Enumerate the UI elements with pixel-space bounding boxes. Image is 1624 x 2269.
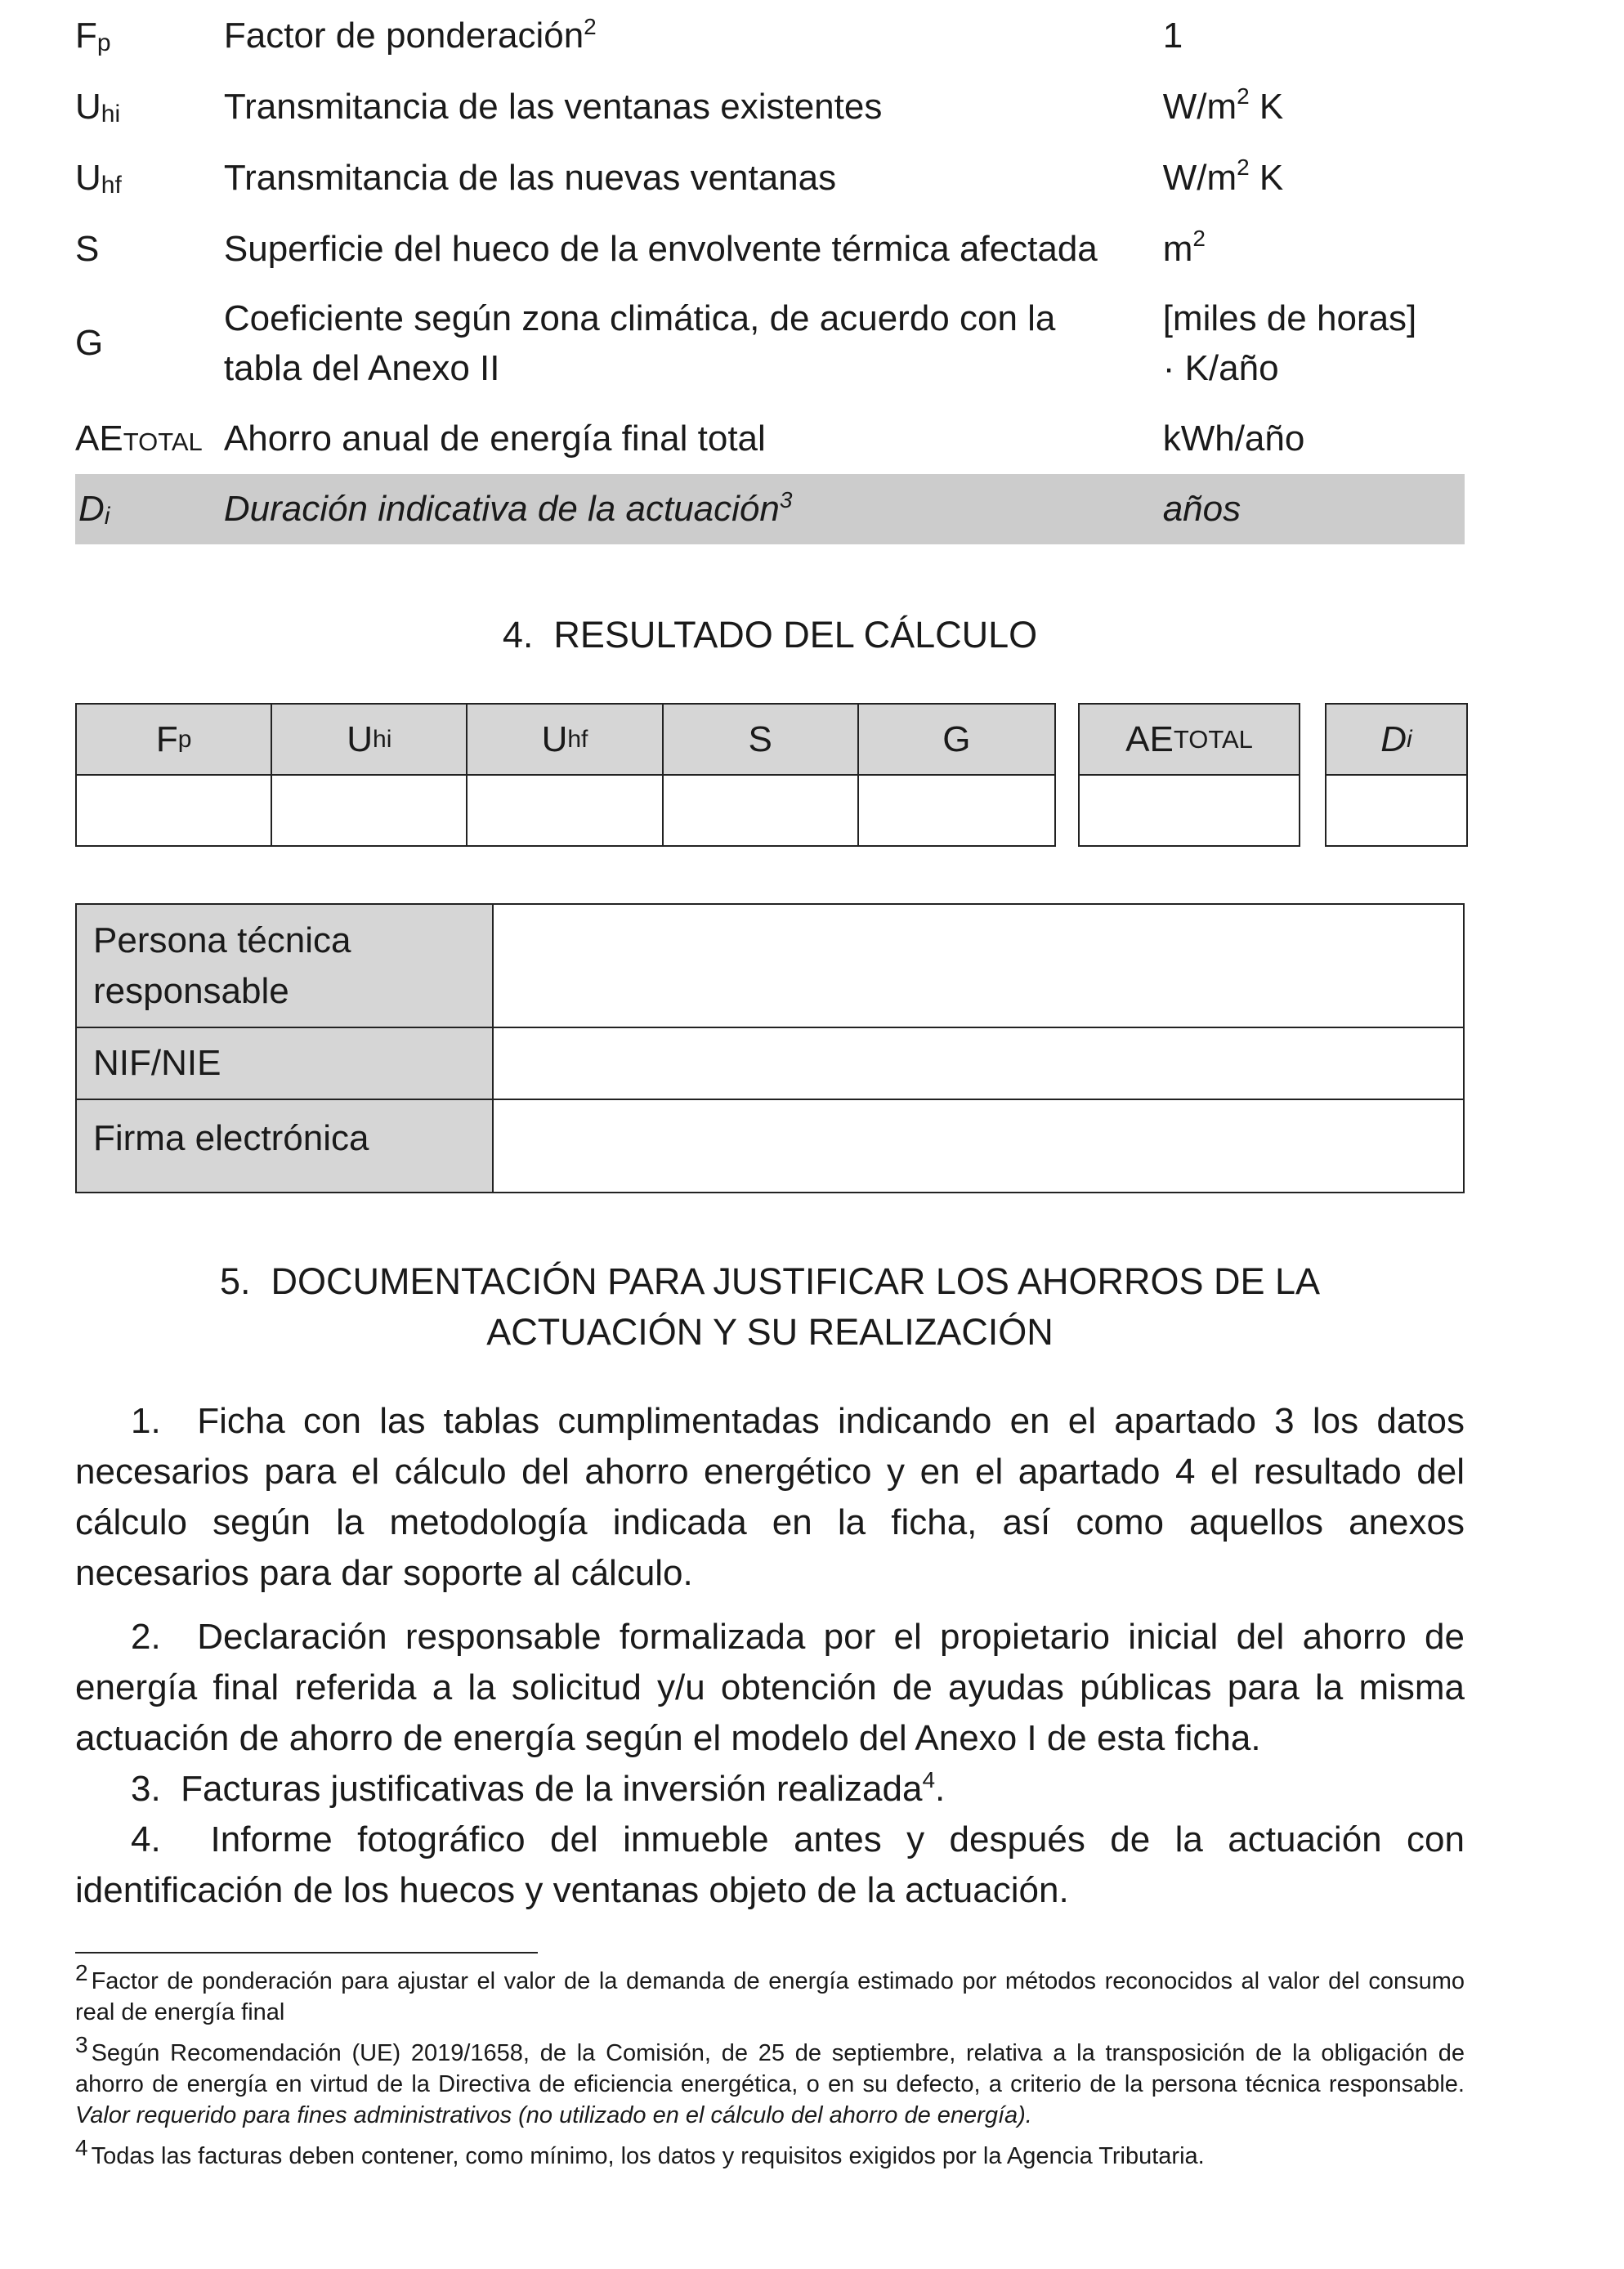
result-group-main [75,703,1056,847]
signature-label: Firma electrónica [76,1099,493,1193]
footnote: $^2$ Factor de ponderación para ajustar el valor de la demanda de energía estimado por métodos reconocidos al valor del consumo real de energía final [75,1960,1465,2025]
result-group-duration [1325,703,1468,847]
signature-label: NIF/NIE [76,1027,493,1099]
result-group-total [1078,703,1300,847]
result-table [75,703,1469,850]
document-page [75,0,1465,2169]
result-column [272,705,468,845]
variable-symbol: G [75,323,104,364]
variable-symbol: $F_p$ [75,15,111,56]
signature-table [75,903,1465,1193]
result-header: G [859,705,1054,776]
table-row [76,1027,1464,1099]
variable-symbol: S [75,228,100,269]
variable-description: Superficie del hueco de la envolvente térmica afectada [223,228,1098,269]
footnote: $^3$ Según Recomendación (UE) 2019/1658, de la Comisión, de 25 de septiembre, relativa a la transposición de la obligación de ahorro de energía en virtud de la Directiva de eficiencia energética, o en su defecto, a criterio de la persona técnica responsable. Valor requerido para fines administrativos (no utilizado en el cálculo del ahorro de energía). [75,2032,1465,2128]
list-item: 4. Informe fotográfico del inmueble antes y después de la actuación con identificación de los huecos y ventanas objeto de la actuación. [75,1819,1465,1910]
nif-nie-field[interactable] [493,1027,1464,1099]
variable-unit: años [1163,474,1465,544]
variable-symbol: $U_{hf}$ [75,157,122,199]
list-item: 2. Declaración responsable formalizada por el propietario inicial del ahorro de energía final referida a la solicitud y/u obtención de ayudas públicas para la misma actuación de ahorro de energía según el modelo del Anexo I de esta ficha. [75,1617,1465,1758]
variable-description: Coeficiente según zona climática, de acuerdo con la tabla del Anexo II [223,298,1056,388]
footnote: $^4$ Todas las facturas deben contener, como mínimo, los datos y requisitos exigidos por la Agencia Tributaria. [75,2135,1205,2169]
result-value-cell[interactable] [468,776,661,845]
result-value-cell[interactable] [859,776,1054,845]
result-value-cell[interactable] [1326,776,1466,845]
result-header: U hi [272,705,466,776]
result-column [77,705,272,845]
result-column [664,705,859,845]
result-header: U hf [468,705,661,776]
result-header: D i [1326,705,1466,776]
result-column [468,705,663,845]
result-value-cell[interactable] [272,776,466,845]
variable-unit: [miles de horas] · K/año [1162,298,1417,388]
variable-symbol: $D_i$ [75,474,224,544]
table-row [75,403,1465,474]
table-row [76,904,1464,1027]
list-item: 1. Ficha con las tablas cumplimentadas indicando en el apartado 3 los datos necesarios para el cálculo del ahorro energético y en el apartado 4 el resultado del cálculo según la metodología indicada en la ficha, así como aquellos anexos necesarios para dar soporte al cálculo. [75,1401,1465,1593]
variable-description: Transmitancia de las ventanas existentes [223,86,883,127]
variable-symbol: AETOTAL [75,418,203,459]
table-row [75,213,1465,284]
table-row [75,142,1465,213]
variable-description: Ahorro anual de energía final total [223,418,766,459]
result-value-cell[interactable] [664,776,857,845]
table-row-highlighted [75,474,1465,544]
table-row [75,0,1465,71]
result-value-cell[interactable] [1080,776,1299,845]
section-4-heading: 4. RESULTADO DEL CÁLCULO [502,614,1038,656]
table-row [75,284,1465,403]
footnotes [75,1960,1465,2182]
variable-symbol: $U_{hi}$ [75,86,121,128]
table-row [76,1099,1464,1193]
variable-description: Transmitancia de las nuevas ventanas [223,157,837,198]
result-value-cell[interactable] [77,776,271,845]
result-header: S [664,705,857,776]
electronic-signature-field[interactable] [493,1099,1464,1193]
variables-table [75,0,1465,544]
result-column [1080,705,1299,845]
result-column [1326,705,1466,845]
variable-unit: $m^2$ [1162,225,1206,269]
signature-label: Persona técnica responsable [76,904,493,1027]
variable-unit: $W/m^2$ K [1162,154,1284,198]
section-5-heading: 5. DOCUMENTACIÓN PARA JUSTIFICAR LOS AHORROS DE LA ACTUACIÓN Y SU REALIZACIÓN [219,1260,1321,1353]
footnote-separator [75,1952,538,1953]
documentation-list [75,1396,1465,1916]
technician-name-field[interactable] [493,904,1464,1027]
table-row [75,71,1465,142]
list-item: 3. Facturas justificativas de la inversión realizada$^4$. [131,1767,946,1809]
variable-unit: kWh/año [1162,418,1305,459]
variable-unit: 1 [1162,15,1183,56]
result-header: F p [77,705,271,776]
variable-unit: $W/m^2$ K [1162,83,1284,127]
result-header: AE TOTAL [1080,705,1299,776]
variable-description: Duración indicativa de la actuación$^3$ [224,474,1163,544]
result-column [859,705,1054,845]
variable-description: Factor de ponderación$^2$ [223,13,597,56]
